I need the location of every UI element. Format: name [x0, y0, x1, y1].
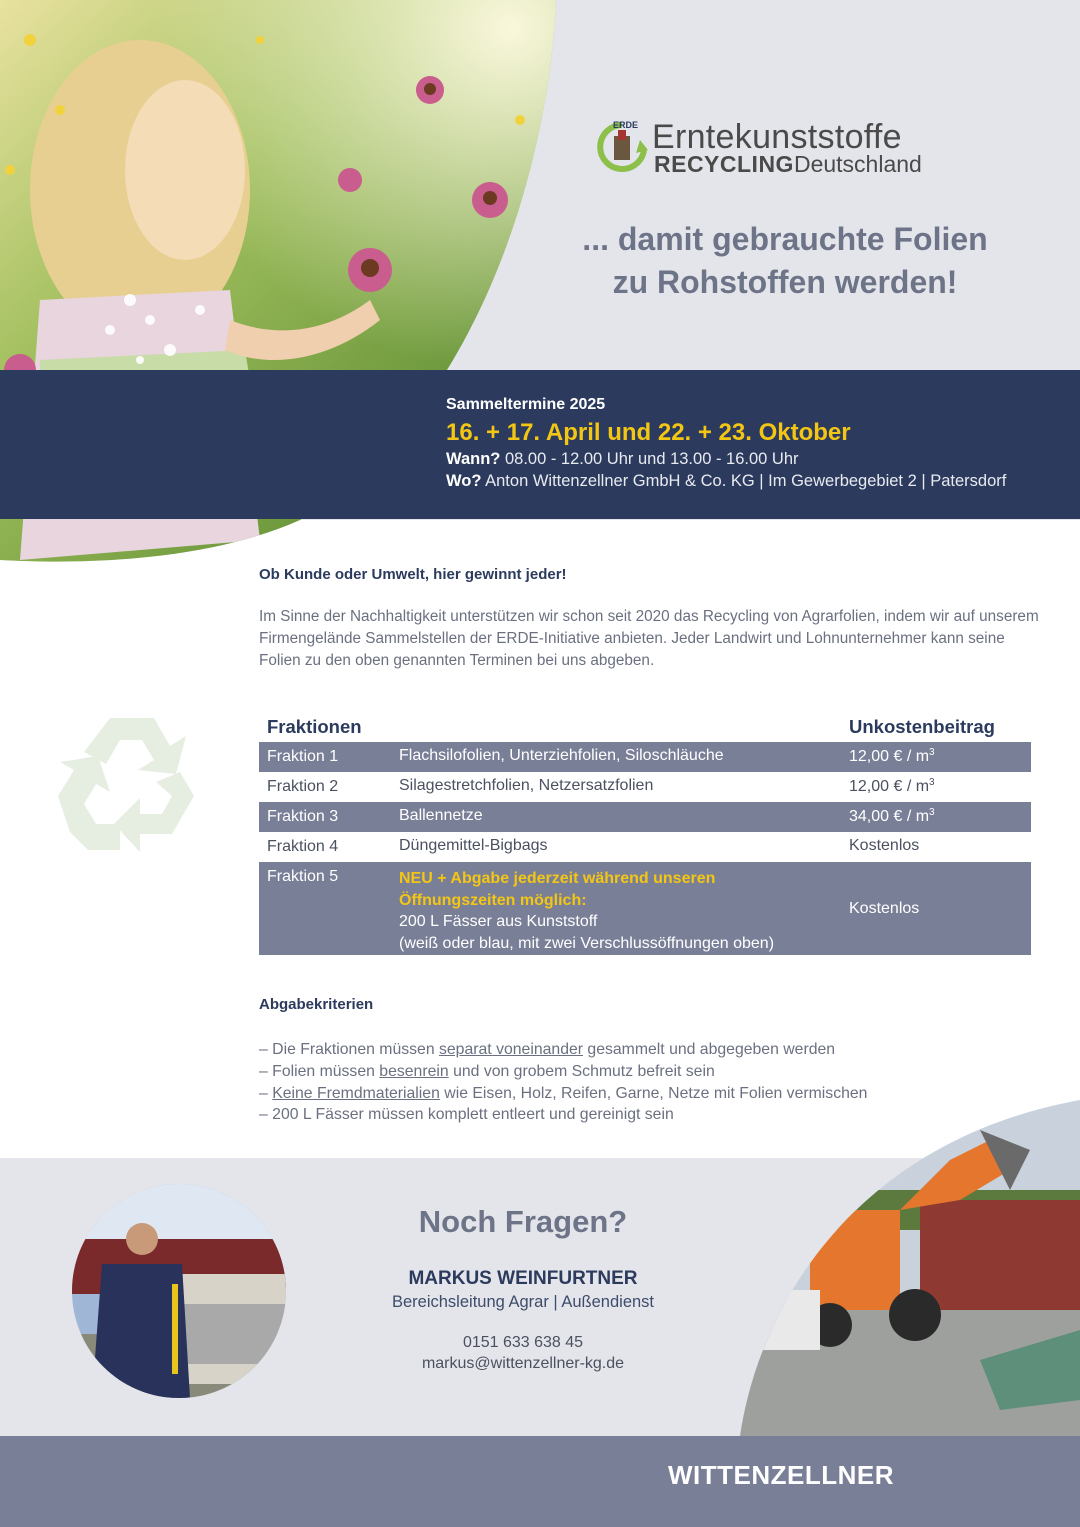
- contact-role: Bereichsleitung Agrar | Außendienst: [391, 1293, 655, 1311]
- headline: ... damit gebrauchte Folien zu Rohstoffen werden!: [582, 221, 988, 300]
- intro-section: [259, 566, 1049, 672]
- logo-badge: ERDE: [613, 120, 639, 130]
- contact-title: Noch Fragen?: [418, 1204, 628, 1239]
- contact-name: MARKUS WEINFURTNER: [408, 1268, 638, 1289]
- recycle-icon: [58, 712, 206, 860]
- contact-email[interactable]: markus@wittenzellner-kg.de: [421, 1355, 625, 1372]
- intro-text: Im Sinne der Nachhaltigkeit unterstützen wir schon seit 2020 das Recycling von Agrarfolien, indem wir auf unserem Firmengelände Sammelstellen der ERDE-Initiative anbieten. Jeder Landwirt und Lohnunternehmer kann seine Folien zu den oben genannten Terminen bei uns abgeben.: [259, 608, 1039, 669]
- table-row: Fraktion 5 NEU + Abgabe jederzeit während unseren Öffnungszeiten möglich: 200 L Fässer aus Kunststoff (weiß oder blau, mit zwei Verschlussöffnungen oben) Kostenlos: [259, 862, 1031, 955]
- col-cost-header: Unkostenbeitrag: [849, 716, 995, 737]
- logo-title: Erntekunststoffe: [652, 118, 902, 156]
- logo-subtitle: RECYCLINGDeutschland: [654, 151, 922, 177]
- when-line: Wann? 08.00 - 12.00 Uhr und 13.00 - 16.00 Uhr: [446, 450, 799, 468]
- col-fraction-header: Fraktionen: [267, 716, 362, 737]
- intro-heading: Ob Kunde oder Umwelt, hier gewinnt jeder!: [259, 566, 567, 583]
- table-row: Fraktion 3 Ballennetze 34,00 € / $m^3$: [259, 802, 1031, 832]
- table-row: Fraktion 4 Düngemittel-Bigbags Kostenlos: [267, 837, 920, 855]
- list-item: – Folien müssen besenrein und von grobem Schmutz befreit sein: [259, 1062, 715, 1080]
- fractions-table: [259, 714, 1031, 955]
- where-line: Wo? Anton Wittenzellner GmbH & Co. KG | Im Gewerbegebiet 2 | Patersdorf: [446, 472, 1007, 490]
- table-row: Fraktion 2 Silagestretchfolien, Netzersatzfolien 12,00 € / $m^3$: [267, 777, 935, 795]
- footer-bar: [0, 1436, 1080, 1527]
- list-item: – Keine Fremdmaterialien wie Eisen, Holz, Reifen, Garne, Netze mit Folien vermischen: [259, 1084, 868, 1102]
- list-item: – Die Fraktionen müssen separat voneinander gesammelt und abgegeben werden: [259, 1041, 836, 1058]
- table-row: Fraktion 1 Flachsilofolien, Unterziehfolien, Siloschläuche 12,00 € / $m^3$: [259, 742, 1031, 772]
- criteria-heading: Abgabekriterien: [259, 996, 374, 1013]
- contact-block: [360, 1204, 686, 1373]
- table-header: [259, 714, 1031, 742]
- contact-person-photo: [72, 1184, 286, 1398]
- erde-logo: [596, 118, 986, 178]
- new-notice: NEU + Abgabe jederzeit während unseren: [399, 870, 716, 887]
- loader-recycling-photo: [740, 1100, 1080, 1436]
- dates-banner: [0, 370, 1080, 519]
- banner-label: Sammeltermine 2025: [446, 396, 606, 413]
- contact-phone[interactable]: 0151 633 638 45: [462, 1334, 584, 1351]
- list-item: – 200 L Fässer müssen komplett entleert und gereinigt sein: [259, 1106, 674, 1124]
- wittenzellner-logo: WITTENZELLNER: [668, 1460, 895, 1490]
- collection-dates: 16. + 17. April und 22. + 23. Oktober: [446, 419, 851, 446]
